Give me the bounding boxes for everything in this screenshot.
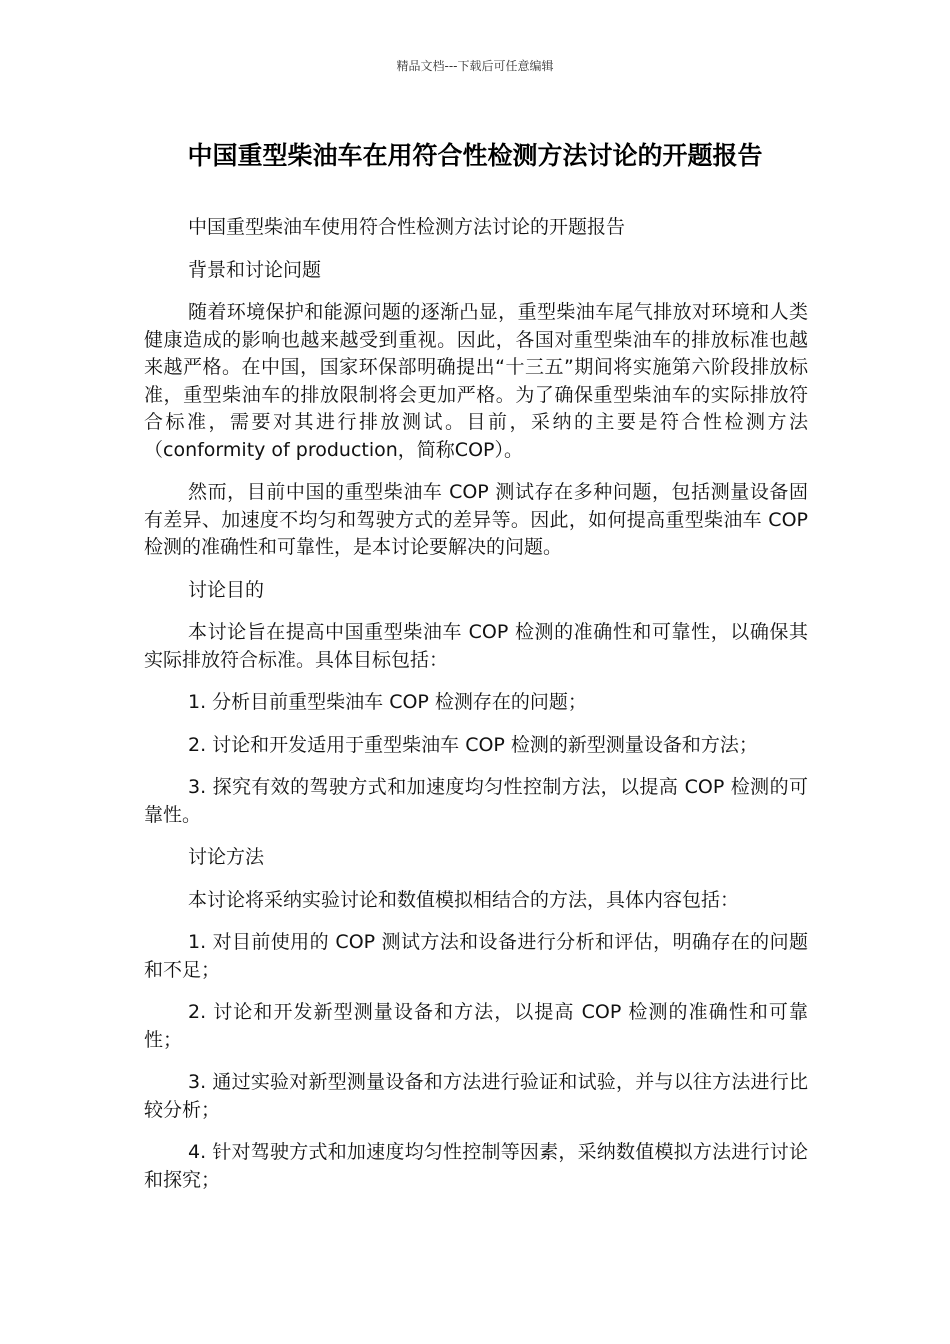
page-header: 精品文档---下载后可任意编辑 (396, 59, 554, 73)
section-heading-background: 背景和讨论问题 (188, 258, 322, 281)
paragraph-problem: 然而，目前中国的重型柴油车 COP 测试存在多种问题，包括测量设备固有差异、加速度不均匀和驾驶方式的差异等。因此，如何提高重型柴油车 COP 检测的准确性和可靠性，是本讨论要解决的问题。 (144, 481, 808, 558)
list-item-method-1: 1. 对目前使用的 COP 测试方法和设备进行分析和评估，明确存在的问题和不足； (144, 931, 808, 981)
list-item-goal-1: 1. 分析目前重型柴油车 COP 检测存在的问题； (188, 691, 587, 713)
list-item-method-3: 3. 通过实验对新型测量设备和方法进行验证和试验，并与以往方法进行比较分析； (144, 1071, 808, 1121)
list-item-method-4: 4. 针对驾驶方式和加速度均匀性控制等因素，采纳数值模拟方法进行讨论和探究； (144, 1141, 808, 1191)
list-item-goal-2: 2. 讨论和开发适用于重型柴油车 COP 检测的新型测量设备和方法； (188, 733, 758, 756)
paragraph-subtitle: 中国重型柴油车使用符合性检测方法讨论的开题报告 (188, 216, 626, 238)
list-item-goal-3: 3. 探究有效的驾驶方式和加速度均匀性控制方法，以提高 COP 检测的可靠性。 (144, 776, 808, 826)
document-body (144, 214, 808, 1209)
section-heading-purpose: 讨论目的 (188, 578, 265, 601)
paragraph-background: 随着环境保护和能源问题的逐渐凸显，重型柴油车尾气排放对环境和人类健康造成的影响也越来越受到重视。因此，各国对重型柴油车的排放标准也越来越严格。在中国，国家环保部明确提出“十三五”期间将实施第六阶段排放标准，重型柴油车的排放限制将会更加严格。为了确保重型柴油车的实际排放符合标准，需要对其进行排放测试。目前，采纳的主要是符合性检测方法（conformity of production，简称COP）。 (144, 301, 808, 461)
section-heading-method: 讨论方法 (188, 846, 265, 868)
paragraph-purpose: 本讨论旨在提高中国重型柴油车 COP 检测的准确性和可靠性，以确保其实际排放符合标准。具体目标包括： (144, 621, 808, 671)
list-item-method-2: 2. 讨论和开发新型测量设备和方法，以提高 COP 检测的准确性和可靠性； (144, 1001, 808, 1051)
document-title: 中国重型柴油车在用符合性检测方法讨论的开题报告 (187, 141, 763, 170)
paragraph-method: 本讨论将采纳实验讨论和数值模拟相结合的方法，具体内容包括： (188, 888, 740, 911)
